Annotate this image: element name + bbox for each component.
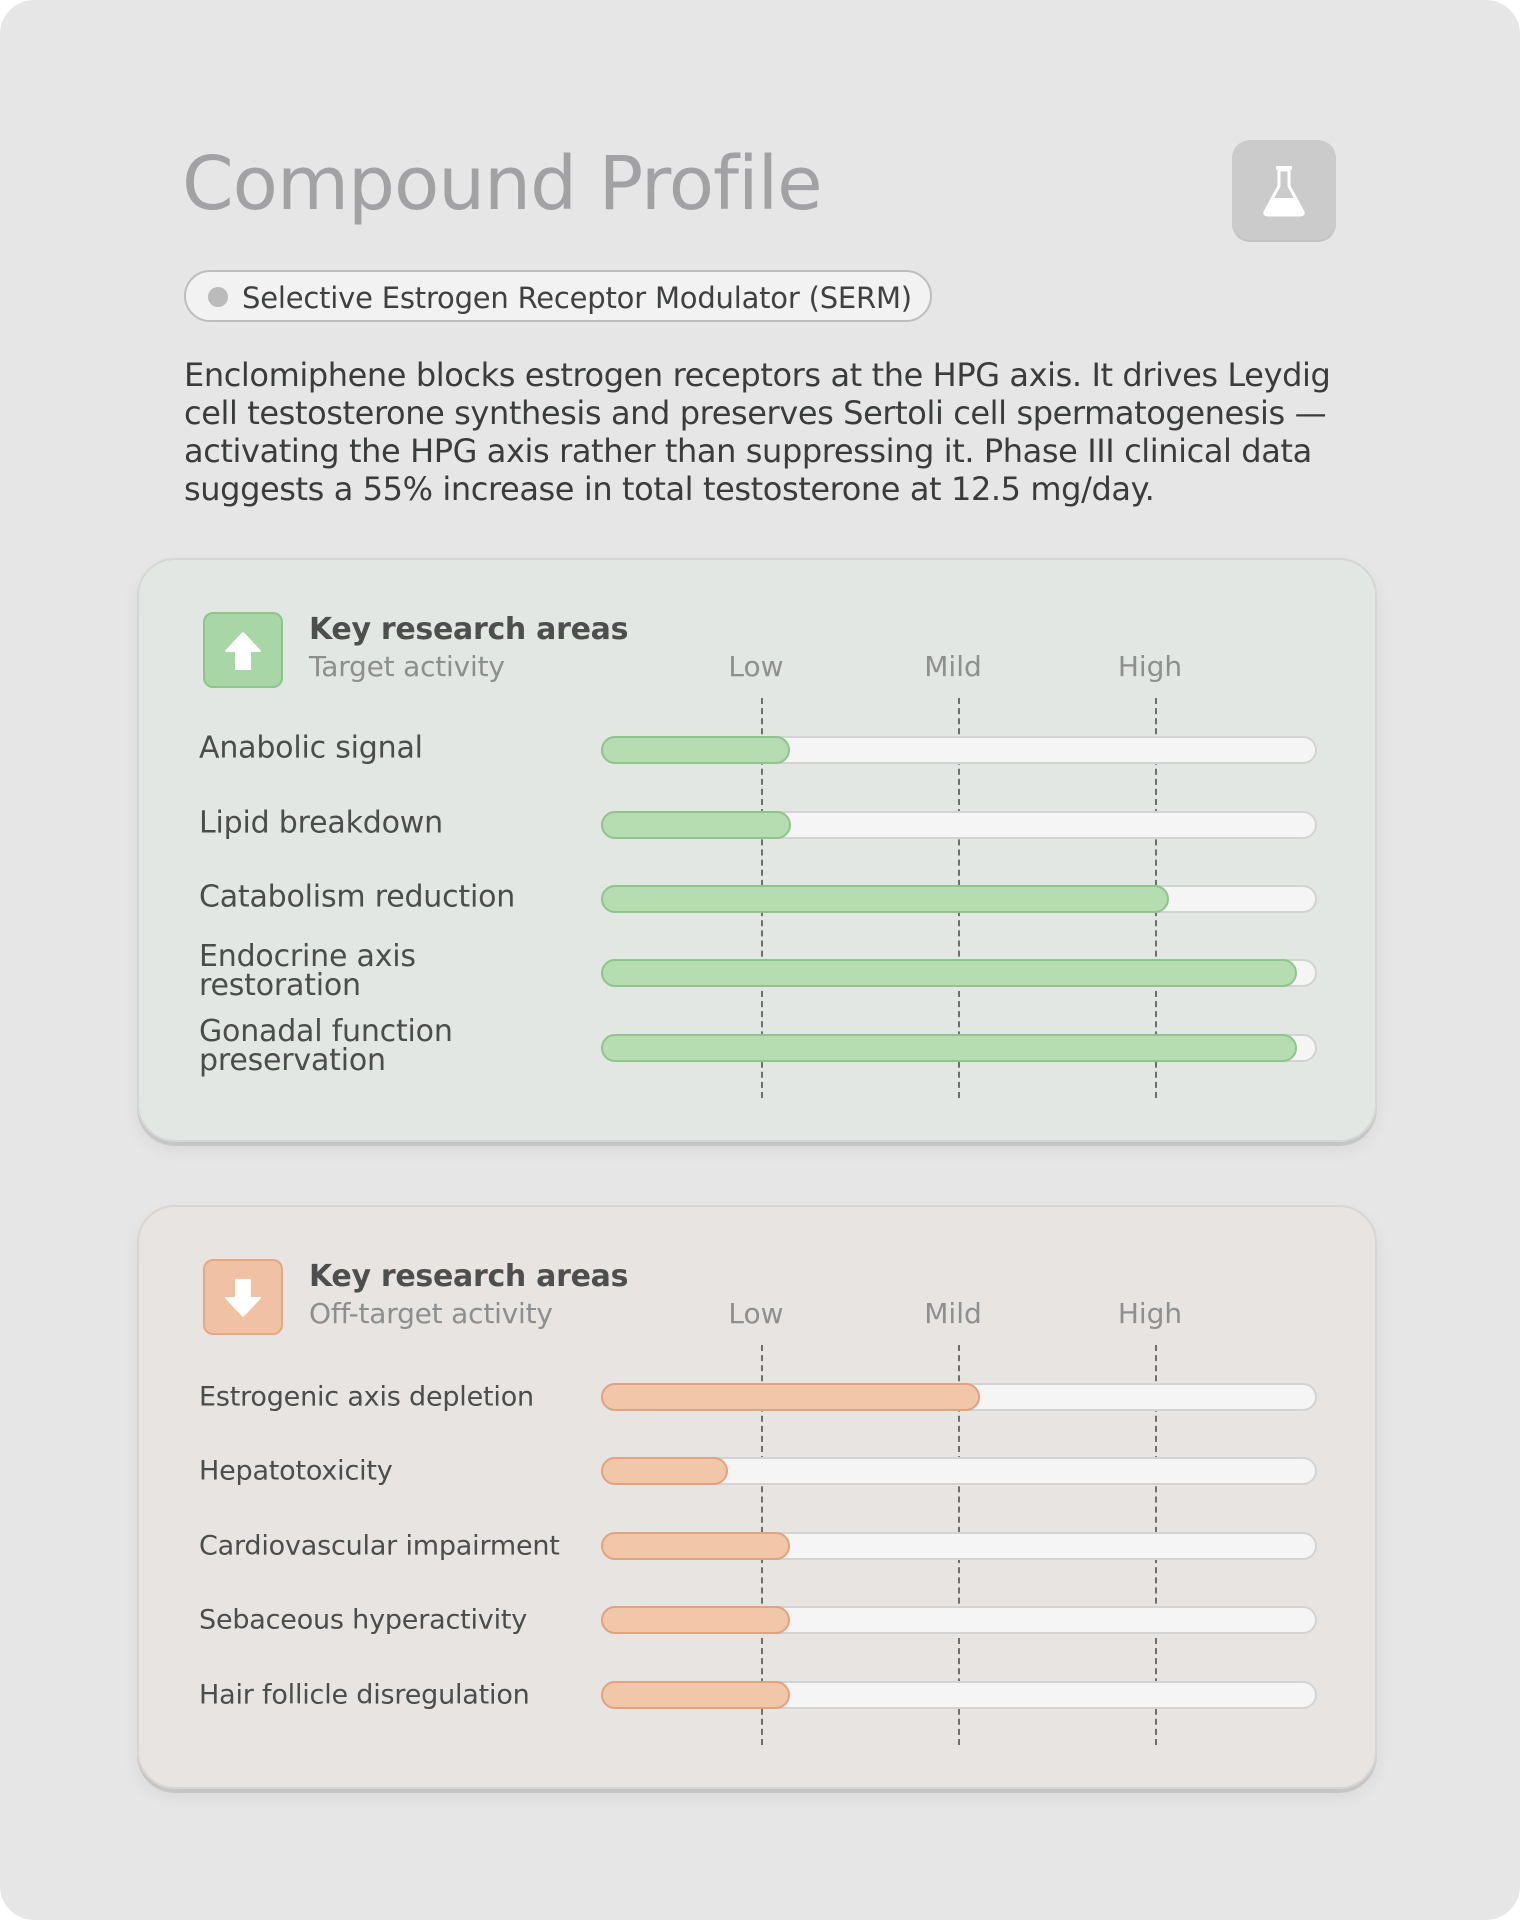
- activity-bar-hair-follicle-disregulation: [601, 1681, 1317, 1709]
- activity-bar-fill: [601, 1606, 790, 1634]
- compound-description: Enclomiphene blocks estrogen receptors at the HPG axis. It drives Leydig cell testosterone synthesis and preserves Sertoli cell spermatogenesis — activating the HPG axis rather than suppressing it. Phase III clinical data suggests a 55% increase in total testosterone at 12.5 mg/day.: [184, 356, 1331, 508]
- activity-bar-gonadal-function-preservation: [601, 1034, 1317, 1062]
- arrow-down-icon: [203, 1259, 283, 1335]
- row-label-hair-follicle-disregulation: Hair follicle disregulation: [199, 1679, 530, 1711]
- activity-bar-fill: [601, 959, 1297, 987]
- flask-icon: [1232, 140, 1336, 242]
- activity-bar-fill: [601, 1532, 790, 1560]
- arrow-up-icon: [203, 612, 283, 688]
- level-label-low: Low: [728, 650, 784, 683]
- card-title: Key research areas: [309, 612, 629, 647]
- row-label-sebaceous-hyperactivity: Sebaceous hyperactivity: [199, 1604, 528, 1636]
- card-title: Key research areas: [309, 1259, 629, 1294]
- activity-bar-hepatotoxicity: [601, 1457, 1317, 1485]
- level-label-high: High: [1117, 1297, 1183, 1330]
- row-label-estrogenic-axis-depletion: Estrogenic axis depletion: [199, 1381, 534, 1413]
- level-label-mild: Mild: [924, 1297, 982, 1330]
- page-title: Compound Profile: [182, 141, 822, 227]
- row-label-endocrine-axis-restoration: Endocrine axis restoration: [199, 939, 416, 1003]
- activity-bar-fill: [601, 736, 790, 764]
- offtarget-activity-card: [137, 1205, 1377, 1789]
- row-label-anabolic-signal: Anabolic signal: [199, 730, 423, 766]
- row-label-cardiovascular-impairment: Cardiovascular impairment: [199, 1530, 560, 1562]
- row-label-catabolism-reduction: Catabolism reduction: [199, 879, 516, 915]
- activity-bar-estrogenic-axis-depletion: [601, 1383, 1317, 1411]
- activity-bar-sebaceous-hyperactivity: [601, 1606, 1317, 1634]
- activity-bar-fill: [601, 1681, 790, 1709]
- activity-bar-anabolic-signal: [601, 736, 1317, 764]
- activity-bar-lipid-breakdown: [601, 811, 1317, 839]
- activity-bar-endocrine-axis-restoration: [601, 959, 1317, 987]
- compound-class-label: Selective Estrogen Receptor Modulator (SERM): [242, 281, 912, 315]
- activity-bar-fill: [601, 885, 1169, 913]
- status-dot: [208, 287, 228, 307]
- activity-bar-fill: [601, 811, 791, 839]
- compound-class-badge: [184, 270, 932, 322]
- target-activity-card: [137, 558, 1377, 1142]
- activity-bar-fill: [601, 1457, 728, 1485]
- row-label-lipid-breakdown: Lipid breakdown: [199, 805, 443, 841]
- row-label-gonadal-function-preservation: Gonadal function preservation: [199, 1014, 453, 1078]
- activity-bar-fill: [601, 1034, 1297, 1062]
- activity-bar-fill: [601, 1383, 980, 1411]
- card-subtitle: Off-target activity: [309, 1297, 553, 1330]
- level-label-high: High: [1117, 650, 1183, 683]
- level-label-low: Low: [728, 1297, 784, 1330]
- level-label-mild: Mild: [924, 650, 982, 683]
- activity-bar-cardiovascular-impairment: [601, 1532, 1317, 1560]
- card-subtitle: Target activity: [309, 650, 505, 683]
- activity-bar-catabolism-reduction: [601, 885, 1317, 913]
- row-label-hepatotoxicity: Hepatotoxicity: [199, 1455, 393, 1487]
